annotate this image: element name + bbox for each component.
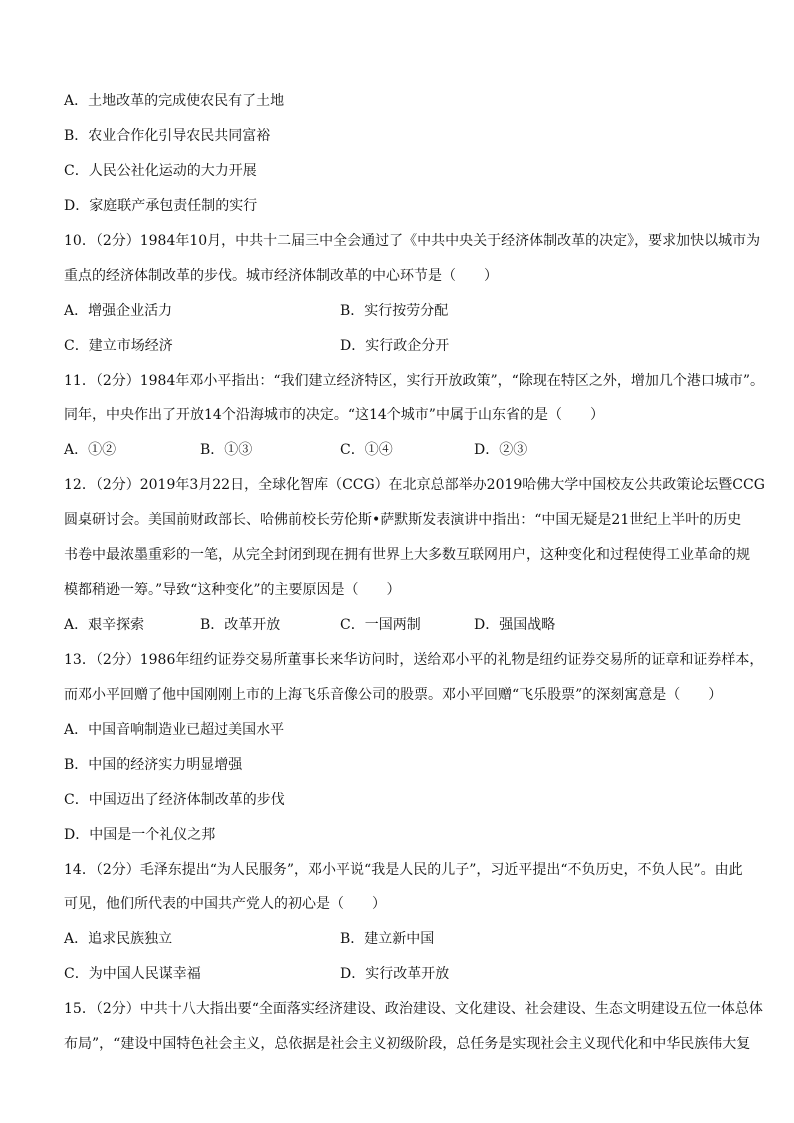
q11-option-b: B．①③ <box>200 442 253 458</box>
q12-option-b: B．改革开放 <box>200 617 281 633</box>
q9-option-b: B．农业合作化引导农民共同富裕 <box>64 128 271 144</box>
q13-option-d: D．中国是一个礼仪之邦 <box>64 827 216 843</box>
q11-stem-line-2: 同年，中央作出了开放14个沿海城市的决定。“这14个城市”中属于山东省的是（ ） <box>64 407 604 423</box>
q10-option-d: D．实行政企分开 <box>340 338 450 354</box>
q12-stem-line-2: 圆桌研讨会。美国前财政部长、哈佛前校长劳伦斯•萨默斯发表演讲中指出：“中国无疑是21世纪上半叶的历史 <box>64 512 742 528</box>
q10-option-a: A．增强企业活力 <box>64 303 173 319</box>
q13-stem-line-2: 而邓小平回赠了他中国刚刚上市的上海飞乐音像公司的股票。邓小平回赠“飞乐股票”的深刻寓意是（ ） <box>64 687 723 703</box>
q12-stem-line-1: 12．（2分）2019年3月22日，全球化智库（CCG）在北京总部举办2019哈佛大学中国校友公共政策论坛暨CCG <box>64 477 765 493</box>
q12-option-a: A．艰辛探索 <box>64 617 145 633</box>
q10-stem-line-2: 重点的经济体制改革的步伐。城市经济体制改革的中心环节是（ ） <box>64 268 498 284</box>
q10-option-c: C．建立市场经济 <box>64 338 173 354</box>
q14-stem-line-1: 14．（2分）毛泽东提出“为人民服务”，邓小平说“我是人民的儿子”，习近平提出“不负历史，不负人民”。由此 <box>64 862 743 878</box>
q9-option-c: C．人民公社化运动的大力开展 <box>64 163 257 179</box>
q10-stem-line-1: 10．（2分）1984年10月，中共十二届三中全会通过了《中共中央关于经济体制改革的决定》，要求加快以城市为 <box>64 233 761 249</box>
q12-option-d: D．强国战略 <box>474 617 556 633</box>
q12-stem-line-4: 模都稍逊一筹。”导致“这种变化”的主要原因是（ ） <box>64 582 401 598</box>
q11-stem-line-1: 11．（2分）1984年邓小平指出：“我们建立经济特区，实行开放政策”，“除现在特区之外，增加几个港口城市”。 <box>64 373 764 389</box>
q13-option-c: C．中国迈出了经济体制改革的步伐 <box>64 792 285 808</box>
q13-option-a: A．中国音响制造业已超过美国水平 <box>64 722 285 738</box>
q13-option-b: B．中国的经济实力明显增强 <box>64 757 243 773</box>
q9-option-a: A．土地改革的完成使农民有了土地 <box>64 93 285 109</box>
q11-option-c: C．①④ <box>340 442 393 458</box>
q13-stem-line-1: 13．（2分）1986年纽约证券交易所董事长来华访问时，送给邓小平的礼物是纽约证券交易所的证章和证券样本， <box>64 652 764 668</box>
q14-option-b: B．建立新中国 <box>340 931 435 947</box>
q14-option-a: A．追求民族独立 <box>64 931 173 947</box>
q14-option-c: C．为中国人民谋幸福 <box>64 966 201 982</box>
q11-option-a: A．①② <box>64 442 117 458</box>
q10-option-b: B．实行按劳分配 <box>340 303 449 319</box>
q12-stem-line-3: 书卷中最浓墨重彩的一笔，从完全封闭到现在拥有世界上大多数互联网用户，这种变化和过程使得工业革命的规 <box>64 547 750 563</box>
q11-option-d: D．②③ <box>474 442 528 458</box>
q15-stem-line-2: 布局”，“建设中国特色社会主义，总依据是社会主义初级阶段，总任务是实现社会主义现代化和中华民族伟大复 <box>64 1036 751 1052</box>
q15-stem-line-1: 15．（2分）中共十八大指出要“全面落实经济建设、政治建设、文化建设、社会建设、生态文明建设五位一体总体 <box>64 1001 763 1017</box>
q12-option-c: C．一国两制 <box>340 617 421 633</box>
q9-option-d: D．家庭联产承包责任制的实行 <box>64 198 258 214</box>
q14-option-d: D．实行改革开放 <box>340 966 450 982</box>
q14-stem-line-2: 可见，他们所代表的中国共产党人的初心是（ ） <box>64 896 386 912</box>
